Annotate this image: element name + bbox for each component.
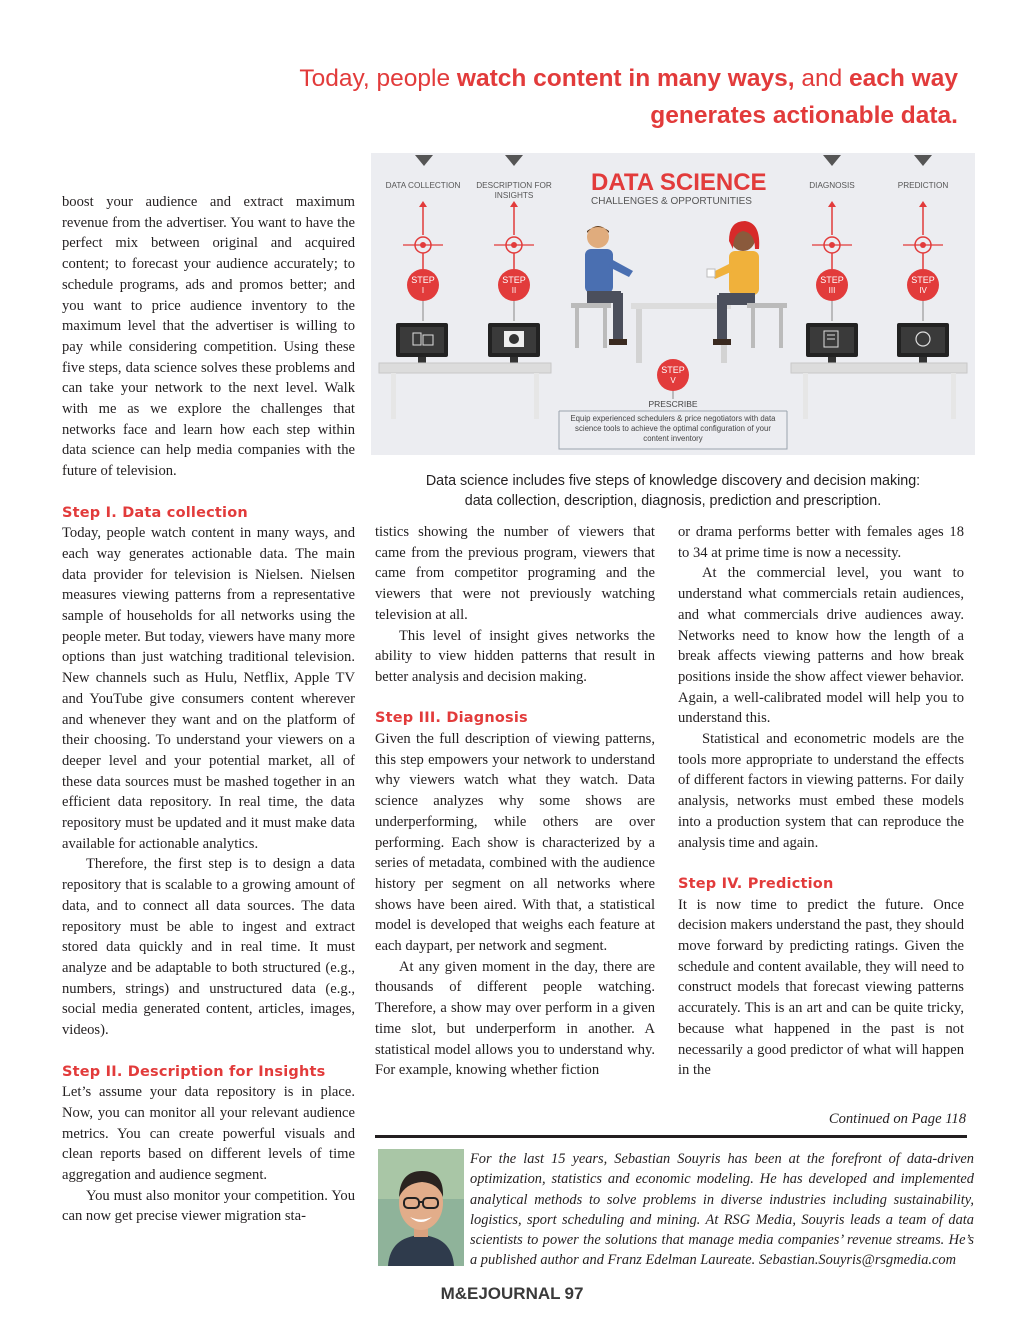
data-science-infographic: [371, 153, 975, 455]
paragraph: Let’s assume your data repository is in place. Now, you can monitor all your relevant audience metrics. You can create powerful visuals and clean reports based on different levels of time aggregation and audience segment.: [62, 1084, 355, 1184]
arrow-up-icon: [510, 201, 518, 207]
center-people-illustration: [571, 221, 787, 363]
paragraph: Given the full description of viewing patterns, this step empowers your network to understand why viewers watch what they watch. Data science analyzes why some shows are underperforming, while others are over performing. Each show is characterized by a series of metadata, combined with the audience history per segment on all networks where shows have been aired. With that, a statistical model is developed that weighs each feature at each daypart, per network and segment.: [375, 731, 655, 955]
author-photo: [378, 1149, 464, 1266]
pull-quote-bold: watch content in many ways,: [456, 65, 795, 92]
arrow-up-icon: [828, 201, 836, 207]
paragraph: Therefore, the first step is to design a data repository that is scalable to a growing amount of data, and to connect all data sources. The data repository must be able to ingest and extract stored data quickly and in real time. It must analyze and be adaptable to both structured (e.g., numbers, strings) and unstructured data (e.g., social media generated content, articles, images, videos).: [62, 856, 355, 1039]
left-desk: [379, 363, 551, 419]
step-badge: [657, 359, 689, 391]
section-heading: Step II. Description for Insights: [62, 1063, 326, 1080]
step-badge: [407, 269, 439, 301]
article-column-3: [678, 522, 964, 1081]
step-word: STEP: [820, 275, 844, 285]
pull-quote-part: and: [794, 65, 850, 92]
section-heading: Step I. Data collection: [62, 504, 248, 521]
step-number: V: [670, 376, 676, 385]
paragraph: This level of insight gives networks the ability to view hidden patterns that result in better analysis and decision making.: [375, 627, 655, 685]
step-word: STEP: [661, 365, 685, 375]
prescribe-text: Equip experienced schedulers & price negotiators with data: [570, 414, 776, 423]
author-bio: For the last 15 years, Sebastian Souyris has been at the forefront of data-driven optimization, statistics and economic modeling. He has developed and implemented analytical methods to solve problems in diverse industries including sustainability, logistics, sport scheduling and mining. At RSG Media, Souyris leads a team of data scientists to power the solutions that manage media companies’ revenue streams. He’s a published author and Franz Edelman Laureate. Sebastian.Souyris@rsgmedia.com: [470, 1151, 974, 1269]
label-diagnosis: DIAGNOSIS: [809, 181, 855, 190]
article-column-2: [375, 522, 655, 1081]
cup-icon: [707, 269, 715, 277]
step-word: STEP: [502, 275, 526, 285]
paragraph: At any given moment in the day, there are thousands of different people watching. Therefore, a show may over perform in a given time slot, but underperform in another. A statistical model allows you to understand why. For example, knowing whether fiction: [375, 958, 655, 1079]
chair: [747, 303, 787, 308]
paragraph: You must also monitor your competition. You can now get precise viewer migration sta-: [62, 1187, 355, 1225]
page-number: 97: [564, 1284, 584, 1303]
journal-name: M&EJOURNAL: [440, 1284, 561, 1303]
right-desk: [791, 363, 967, 419]
chair: [571, 303, 611, 308]
step-badge: [907, 269, 939, 301]
caption-line: data collection, description, diagnosis, prediction and prescription.: [464, 493, 882, 509]
pull-quote-bold: generates actionable data.: [650, 102, 958, 129]
label-data-collection: DATA COLLECTION: [385, 181, 461, 190]
paragraph: It is now time to predict the future. Once decision makers understand the past, they should move forward by predicting ratings. Given the schedule and content available, they will need to construct models that forecast viewing patterns accurately. This is an art and can be quite tricky, because what happened in the past is not necessarily a good predictor of what will happen in the: [678, 896, 964, 1079]
step-5-group: [559, 359, 787, 449]
figure-title: DATA SCIENCE: [591, 169, 767, 196]
continued-note: Continued on Page 118: [828, 1111, 966, 1127]
marker-triangle-icon: [914, 155, 932, 166]
step-badge: [498, 269, 530, 301]
prescribe-text: content inventory: [643, 434, 703, 443]
person-body: [585, 249, 613, 293]
step-number: III: [828, 286, 836, 295]
paragraph: tistics showing the number of viewers that came from the previous program, viewers that came from competitor programing and the viewers that were not previously watching television at all.: [375, 524, 655, 623]
label-description: DESCRIPTION FOR: [476, 181, 552, 190]
step-1-group: [396, 201, 448, 363]
step-badge: [816, 269, 848, 301]
arrow-up-icon: [419, 201, 427, 207]
step-2-group: [488, 201, 540, 363]
pull-quote-bold: each way: [849, 65, 958, 92]
pull-quote: [198, 60, 958, 134]
paragraph: At the commercial level, you want to understand what commercials retain audiences, and what commercials drive audiences away. Networks need to know how the length of a break affects viewing patterns and how break positions inside the show affect viewer behavior. Again, a well-calibrated model will help you to understand this.: [678, 565, 964, 727]
article-column-1: [62, 192, 355, 1227]
label-prediction: PREDICTION: [897, 181, 949, 190]
prescribe-label: PRESCRIBE: [648, 399, 698, 409]
marker-triangle-icon: [415, 155, 433, 166]
section-heading: Step III. Diagnosis: [375, 710, 528, 727]
infographic-svg: [371, 153, 975, 455]
label-insights: INSIGHTS: [494, 191, 534, 200]
bio-divider: [375, 1135, 967, 1138]
marker-triangle-icon: [505, 155, 523, 166]
step-number: I: [421, 286, 425, 295]
paragraph: boost your audience and extract maximum revenue from the advertiser. You want to have the perfect mix between original and acquired content; to forecast your audience accurately; to schedule programs, ads and promos better; and you want to price audience inventory to the maximum level that the advertiser is willing to pay while considering competition. Using these five steps, data science solves these problems and can take your network to the next level. Walk with me as we explore the challenges that networks face and learn how each step within data science can help media companies with the future of television.: [62, 194, 355, 480]
marker-triangle-icon: [823, 155, 841, 166]
step-number: II: [511, 286, 517, 295]
figure-subtitle: CHALLENGES & OPPORTUNITIES: [591, 196, 752, 207]
arrow-up-icon: [919, 201, 927, 207]
step-3-group: [806, 201, 858, 363]
paragraph: or drama performs better with females ages 18 to 34 at prime time is now a necessity.: [678, 524, 964, 561]
figure-caption: [371, 471, 975, 511]
pull-quote-part: Today, people: [299, 65, 457, 92]
paragraph: Today, people watch content in many ways, and each way generates actionable data. The main data provider for television is Nielsen. Nielsen measures viewing patterns from a representative sample of households for all networks using the people meter. But today, viewers have many more options than just watching traditional television. New channels such as Hulu, Netflix, Apple TV and YouTube give consumers content wherever and whenever they want and on the platform of their choosing. To understand your viewers on a deeper level and your potential market, all of these data sources must be mashed together in an efficient data repository. In real time, the data repository must be updated and it must make data available for actionable analytics.: [62, 525, 355, 852]
paragraph: Statistical and econometric models are the tools more appropriate to understand the effects of different factors in viewing patterns. For daily analysis, networks must embed these models into a production system that can reproduce the analysis time and again.: [678, 731, 964, 851]
caption-line: Data science includes five steps of knowledge discovery and decision making:: [425, 473, 921, 489]
center-table: [631, 303, 731, 309]
step-4-group: [897, 201, 949, 363]
author-portrait-icon: [378, 1149, 464, 1266]
step-word: STEP: [911, 275, 935, 285]
page-footer: [0, 1284, 1024, 1304]
person-body: [729, 251, 759, 295]
step-number: IV: [919, 286, 927, 295]
prescribe-text: science tools to achieve the optimal configuration of your: [575, 424, 771, 433]
section-heading: Step IV. Prediction: [678, 875, 834, 892]
step-word: STEP: [411, 275, 435, 285]
